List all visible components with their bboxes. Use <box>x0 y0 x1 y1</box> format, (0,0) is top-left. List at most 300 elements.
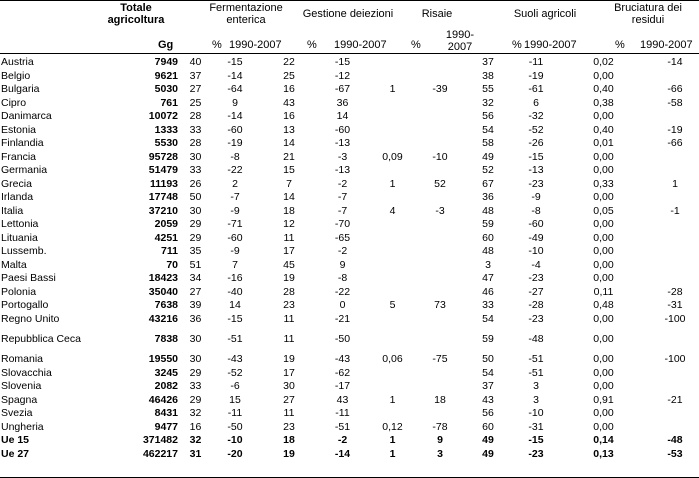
table-row <box>0 232 699 246</box>
header-risaie: Risaie <box>421 8 453 20</box>
cell-sa-p: 36 <box>482 191 494 203</box>
cell-br-c: -66 <box>667 83 683 95</box>
cell-sa-c: -52 <box>528 123 544 136</box>
cell-gd-c: -22 <box>334 285 351 298</box>
cell-name: Cipro <box>1 96 27 109</box>
header-rule <box>0 53 699 54</box>
cell-br-p: 0,33 <box>593 177 614 190</box>
period-fermentazione: 1990-2007 <box>229 39 282 51</box>
cell-fe-p: 25 <box>189 96 202 109</box>
cell-gd-p: 21 <box>283 150 295 163</box>
cell-gd-p: 15 <box>283 164 295 176</box>
table-row <box>0 56 699 70</box>
cell-gd-c: -7 <box>337 191 348 203</box>
cell-ri-c: -10 <box>432 150 448 163</box>
cell-br-c: -100 <box>664 312 686 325</box>
cell-gd-p: 17 <box>283 366 295 379</box>
cell-br-c <box>651 380 699 394</box>
cell-br-c: 1 <box>672 177 678 190</box>
cell-gd-p: 19 <box>283 353 295 365</box>
table-row <box>0 313 699 327</box>
cell-br-p: 0,02 <box>593 56 614 68</box>
header-suoli: Suoli agricoli <box>513 8 577 20</box>
cell-sa-p: 49 <box>482 150 494 163</box>
cell-fe-c: -11 <box>227 407 243 419</box>
cell-fe-c: -16 <box>227 272 243 284</box>
cell-ri-p: 1 <box>389 447 396 460</box>
cell-br-c <box>651 232 699 246</box>
cell-sa-p: 49 <box>482 447 494 460</box>
cell-ri-p <box>365 272 420 286</box>
cell-fe-p: 50 <box>189 191 202 203</box>
cell-ri-c: 52 <box>434 177 446 190</box>
cell-ri-c <box>420 110 460 124</box>
cell-fe-c: -19 <box>227 137 243 149</box>
cell-total: 5530 <box>154 137 178 149</box>
cell-ri-p: 1 <box>389 393 396 406</box>
cell-sa-p: 56 <box>482 110 494 122</box>
cell-br-c: -66 <box>667 137 683 149</box>
pct-risaie: % <box>411 39 421 51</box>
table-row <box>0 299 699 313</box>
pct-gestione: % <box>307 39 317 51</box>
cell-sa-c: -23 <box>528 447 544 460</box>
cell-gd-c: -60 <box>334 123 351 136</box>
cell-ri-c <box>420 164 460 178</box>
cell-br-c: -1 <box>670 204 680 217</box>
cell-br-c <box>651 110 699 124</box>
cell-sa-c: -4 <box>531 258 541 271</box>
cell-sa-p: 43 <box>482 393 494 406</box>
cell-fe-c: -9 <box>230 245 240 257</box>
cell-sa-p: 55 <box>482 83 494 95</box>
header-bruciatura: Bruciatura dei residui <box>614 2 682 26</box>
cell-ri-p <box>365 70 420 84</box>
cell-sa-c: -10 <box>528 245 544 257</box>
cell-ri-p <box>365 259 420 273</box>
table-row <box>0 407 699 421</box>
cell-fe-p: 27 <box>189 83 202 95</box>
cell-fe-p: 29 <box>189 231 202 244</box>
cell-name: Ungheria <box>1 420 44 433</box>
cell-br-c: -31 <box>667 299 683 311</box>
cell-sa-c: -28 <box>528 299 544 311</box>
cell-fe-p: 28 <box>189 137 202 149</box>
cell-ri-c <box>420 124 460 138</box>
cell-name: Italia <box>1 204 24 217</box>
cell-ri-p <box>365 124 420 138</box>
cell-gd-p: 16 <box>283 83 295 95</box>
cell-ri-p <box>365 407 420 421</box>
cell-br-p: 0,00 <box>593 69 614 82</box>
cell-total: 711 <box>161 245 178 257</box>
pct-suoli: % <box>512 39 522 51</box>
cell-br-p: 0,00 <box>593 231 614 244</box>
cell-total: 95728 <box>148 150 178 163</box>
cell-sa-p: 38 <box>482 69 494 82</box>
cell-fe-p: 35 <box>189 245 202 257</box>
cell-gd-c: -13 <box>334 137 351 149</box>
cell-fe-c: -43 <box>227 353 243 365</box>
cell-total: 7638 <box>154 299 178 311</box>
cell-sa-p: 59 <box>482 333 494 345</box>
table-row <box>0 286 699 300</box>
cell-ri-c <box>420 70 460 84</box>
cell-fe-p: 31 <box>189 447 202 460</box>
cell-total: 18423 <box>148 272 178 284</box>
cell-total: 3245 <box>154 366 178 379</box>
cell-br-p: 0,91 <box>593 393 614 406</box>
cell-fe-c: 14 <box>229 299 241 311</box>
cell-br-c: -19 <box>667 123 683 136</box>
pct-fermentazione: % <box>212 39 222 51</box>
cell-gd-c: 14 <box>336 110 349 122</box>
cell-ri-p: 0,06 <box>382 353 403 365</box>
cell-br-p: 0,05 <box>593 204 614 217</box>
table-row <box>0 110 699 124</box>
cell-ri-p <box>365 137 420 151</box>
cell-ri-c <box>420 56 460 70</box>
cell-total: 371482 <box>142 434 178 446</box>
cell-fe-c: -52 <box>227 366 243 379</box>
cell-gd-p: 11 <box>283 231 295 244</box>
cell-name: Austria <box>1 56 34 68</box>
cell-total: 761 <box>160 96 178 109</box>
cell-br-c <box>651 191 699 205</box>
cell-gd-p: 45 <box>283 258 295 271</box>
table-row <box>0 124 699 138</box>
cell-total: 5030 <box>154 83 178 95</box>
cell-name: Paesi Bassi <box>1 272 56 284</box>
cell-fe-c: -14 <box>227 69 243 82</box>
cell-name: Regno Unito <box>1 312 60 325</box>
cell-sa-c: 3 <box>533 380 539 392</box>
table-row <box>0 83 699 97</box>
cell-gd-c: -43 <box>334 353 351 365</box>
cell-fe-c: -14 <box>227 110 243 122</box>
cell-ri-c: -75 <box>432 353 448 365</box>
table-row <box>0 137 699 151</box>
table-row <box>0 353 699 367</box>
cell-gd-c: -7 <box>337 204 348 217</box>
cell-ri-p <box>365 97 420 111</box>
cell-sa-p: 48 <box>482 245 494 257</box>
cell-br-p: 0,14 <box>593 434 614 446</box>
cell-sa-c: -32 <box>528 110 544 122</box>
table-row <box>0 70 699 84</box>
cell-ri-c <box>420 232 460 246</box>
cell-name: Romania <box>1 353 44 365</box>
cell-ri-c: -3 <box>435 204 445 217</box>
cell-ri-p: 1 <box>389 177 396 190</box>
cell-total: 35040 <box>148 285 178 298</box>
period-gestione: 1990-2007 <box>334 39 387 51</box>
cell-ri-c <box>420 407 460 421</box>
cell-fe-p: 28 <box>189 110 202 122</box>
cell-fe-c: -71 <box>227 218 243 230</box>
table-row <box>0 272 699 286</box>
cell-sa-c: -23 <box>528 272 544 284</box>
cell-fe-c: -60 <box>227 231 243 244</box>
cell-name: Ue 15 <box>1 434 30 446</box>
cell-sa-p: 47 <box>482 272 494 284</box>
table-row <box>0 218 699 232</box>
cell-fe-c: -10 <box>227 434 243 446</box>
cell-gd-p: 11 <box>283 407 295 419</box>
cell-name: Belgio <box>1 69 31 82</box>
cell-ri-c <box>420 367 460 381</box>
cell-fe-c: 7 <box>232 258 238 271</box>
cell-fe-p: 32 <box>189 407 202 419</box>
cell-ri-p <box>365 218 420 232</box>
cell-sa-p: 37 <box>482 56 494 68</box>
cell-gd-c: -3 <box>337 150 348 163</box>
cell-fe-p: 27 <box>189 285 202 298</box>
cell-name: Polonia <box>1 285 37 298</box>
cell-name: Slovenia <box>1 380 42 392</box>
cell-ri-p <box>365 313 420 327</box>
cell-total: 8431 <box>154 407 178 419</box>
cell-br-c: -58 <box>667 96 683 109</box>
cell-fe-c: 15 <box>229 393 241 406</box>
cell-total: 70 <box>166 258 178 271</box>
cell-total: 17748 <box>148 191 178 203</box>
cell-fe-p: 30 <box>189 353 202 365</box>
cell-br-p: 0,11 <box>593 285 614 298</box>
cell-ri-c <box>420 313 460 327</box>
cell-gd-c: 43 <box>336 393 349 406</box>
cell-br-p: 0,40 <box>593 83 614 95</box>
cell-total: 7838 <box>154 333 178 345</box>
cell-total: 11193 <box>149 177 178 190</box>
cell-ri-c <box>420 97 460 111</box>
cell-fe-p: 34 <box>189 272 202 284</box>
cell-fe-c: -7 <box>230 191 240 203</box>
cell-gd-c: -15 <box>334 56 351 68</box>
cell-br-c: -28 <box>667 285 683 298</box>
cell-name: Portogallo <box>1 299 49 311</box>
table-row <box>0 164 699 178</box>
cell-total: 462217 <box>142 447 178 460</box>
cell-br-p: 0,00 <box>593 164 614 176</box>
cell-sa-c: -60 <box>528 218 544 230</box>
cell-name: Malta <box>1 258 27 271</box>
cell-sa-p: 46 <box>482 285 494 298</box>
cell-br-c <box>651 272 699 286</box>
cell-total: 37210 <box>148 204 178 217</box>
cell-gd-c: -50 <box>334 333 351 345</box>
cell-gd-p: 28 <box>283 285 295 298</box>
cell-fe-c: -64 <box>227 83 243 95</box>
cell-gd-p: 13 <box>283 123 295 136</box>
cell-name: Lituania <box>1 231 38 244</box>
cell-fe-c: 9 <box>232 96 238 109</box>
cell-sa-p: 37 <box>482 380 494 392</box>
cell-fe-p: 37 <box>189 69 202 82</box>
cell-gd-p: 19 <box>283 447 295 460</box>
cell-br-p: 0,00 <box>593 110 614 122</box>
cell-fe-c: -50 <box>227 420 243 433</box>
cell-sa-c: -9 <box>531 191 541 203</box>
cell-br-p: 0,00 <box>593 218 614 230</box>
cell-ri-c <box>420 191 460 205</box>
table-row <box>0 326 699 353</box>
cell-fe-c: -6 <box>230 380 240 392</box>
cell-fe-p: 30 <box>189 150 202 163</box>
cell-gd-p: 19 <box>283 272 295 284</box>
cell-ri-c <box>420 326 460 353</box>
cell-fe-p: 51 <box>189 258 202 271</box>
cell-sa-c: -15 <box>528 150 544 163</box>
cell-gd-c: -14 <box>334 447 351 460</box>
cell-total: 2059 <box>154 218 178 230</box>
cell-br-p: 0,48 <box>593 299 614 311</box>
cell-ri-p: 1 <box>389 83 396 95</box>
cell-ri-p <box>365 367 420 381</box>
cell-sa-c: -61 <box>528 83 544 95</box>
cell-br-p: 0,00 <box>593 353 614 365</box>
cell-fe-p: 40 <box>189 56 202 68</box>
cell-fe-p: 33 <box>189 380 202 392</box>
cell-sa-c: -51 <box>528 366 544 379</box>
cell-br-p: 0,00 <box>593 150 614 163</box>
cell-sa-p: 54 <box>482 123 494 136</box>
cell-fe-c: -20 <box>227 447 243 460</box>
cell-gd-p: 23 <box>283 299 295 311</box>
cell-br-c: -21 <box>667 393 683 406</box>
cell-ri-c: -78 <box>432 420 448 433</box>
cell-fe-p: 29 <box>189 218 202 230</box>
cell-br-p: 0,01 <box>593 137 614 149</box>
cell-gd-c: -13 <box>334 164 351 176</box>
cell-sa-c: -23 <box>528 177 544 190</box>
table-row <box>0 151 699 165</box>
cell-ri-c: 18 <box>434 393 446 406</box>
cell-ri-c <box>420 245 460 259</box>
cell-ri-c <box>420 218 460 232</box>
cell-sa-c: -15 <box>528 434 544 446</box>
top-rule <box>0 0 699 1</box>
cell-br-p: 0,00 <box>593 191 614 203</box>
cell-ri-p <box>365 286 420 300</box>
cell-gd-c: -17 <box>334 380 351 392</box>
cell-br-p: 0,00 <box>593 366 614 379</box>
cell-total: 51479 <box>148 164 178 176</box>
cell-ri-p <box>365 56 420 70</box>
cell-fe-p: 30 <box>189 204 202 217</box>
cell-br-c: -100 <box>664 353 686 365</box>
cell-gd-c: -2 <box>337 434 348 446</box>
cell-ri-p: 5 <box>389 299 396 311</box>
cell-br-p: 0,00 <box>593 245 614 257</box>
cell-sa-p: 54 <box>482 312 494 325</box>
cell-br-c: -53 <box>667 447 683 460</box>
cell-sa-p: 50 <box>482 353 494 365</box>
cell-gd-p: 27 <box>283 393 295 406</box>
cell-name: Ue 27 <box>1 447 30 460</box>
cell-gd-p: 7 <box>286 177 292 190</box>
cell-gd-c: -11 <box>335 407 350 419</box>
cell-gd-c: -67 <box>334 83 351 95</box>
cell-total: 43216 <box>148 312 178 325</box>
cell-gd-p: 11 <box>283 312 295 325</box>
cell-gd-p: 18 <box>283 204 295 217</box>
cell-gd-c: -21 <box>334 312 351 325</box>
total-row <box>0 434 699 448</box>
cell-sa-c: -27 <box>528 285 544 298</box>
cell-fe-c: -8 <box>230 150 240 163</box>
unit-gg: Gg <box>158 39 174 51</box>
cell-fe-c: -15 <box>227 312 243 325</box>
cell-fe-p: 33 <box>189 164 202 176</box>
cell-ri-c: -39 <box>432 83 448 95</box>
cell-br-c <box>651 151 699 165</box>
cell-fe-p: 29 <box>189 366 202 379</box>
cell-ri-p <box>365 110 420 124</box>
cell-fe-c: -22 <box>227 164 243 176</box>
cell-fe-c: 2 <box>232 177 238 190</box>
cell-ri-c <box>420 380 460 394</box>
cell-gd-c: -65 <box>334 231 351 244</box>
cell-total: 2082 <box>154 380 178 392</box>
cell-name: Finlandia <box>1 137 44 149</box>
cell-sa-c: -8 <box>531 204 541 217</box>
cell-gd-c: -12 <box>334 69 351 82</box>
cell-br-c <box>651 407 699 421</box>
cell-gd-p: 17 <box>283 245 295 257</box>
cell-ri-c: 9 <box>437 434 443 446</box>
cell-gd-p: 14 <box>283 137 295 149</box>
cell-ri-p <box>365 232 420 246</box>
cell-sa-p: 3 <box>485 258 491 271</box>
cell-sa-p: 60 <box>482 231 494 244</box>
table-row <box>0 394 699 408</box>
cell-ri-p: 4 <box>389 204 396 217</box>
cell-gd-p: 16 <box>283 110 295 122</box>
cell-br-p: 0,00 <box>593 272 614 284</box>
cell-fe-p: 32 <box>189 434 202 446</box>
cell-ri-c <box>420 259 460 273</box>
cell-gd-c: -70 <box>334 218 351 230</box>
cell-sa-c: 6 <box>533 96 539 109</box>
cell-sa-c: -23 <box>528 312 544 325</box>
cell-total: 1333 <box>154 123 178 136</box>
cell-total: 9621 <box>154 69 178 82</box>
header-gestione: Gestione deiezioni <box>302 8 394 20</box>
cell-br-c <box>651 245 699 259</box>
cell-br-p: 0,00 <box>593 420 614 433</box>
cell-name: Danimarca <box>1 110 52 122</box>
table-row <box>0 367 699 381</box>
table-row <box>0 191 699 205</box>
cell-sa-p: 48 <box>482 204 494 217</box>
cell-ri-p <box>365 326 420 353</box>
cell-total: 7949 <box>154 56 178 68</box>
cell-br-p: 0,00 <box>593 380 614 392</box>
cell-ri-c: 3 <box>437 447 443 460</box>
table-row <box>0 178 699 192</box>
table-row <box>0 421 699 435</box>
cell-name: Germania <box>1 164 48 176</box>
cell-ri-c: 73 <box>434 299 446 311</box>
cell-ri-c <box>420 272 460 286</box>
cell-br-p: 0,00 <box>593 407 614 419</box>
cell-gd-c: -51 <box>334 420 351 433</box>
cell-total: 4251 <box>154 231 178 244</box>
cell-gd-p: 14 <box>283 191 295 203</box>
cell-gd-p: 22 <box>283 56 295 68</box>
cell-name: Lussemb. <box>1 245 47 257</box>
